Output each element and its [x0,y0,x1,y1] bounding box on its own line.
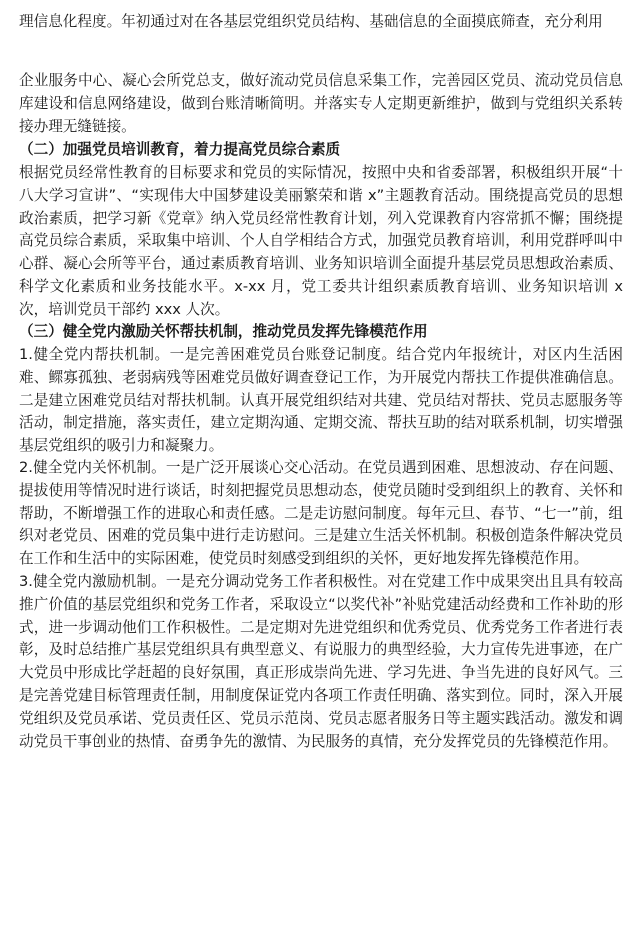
paragraph-care-mechanism: 2.健全党内关怀机制。一是广泛开展谈心交心活动。在党员遇到困难、思想波动、存在问题、提拔使用等情况时进行谈话，时刻把握党员思想动态，使党员随时受到组织上的教育、关怀和帮助，不断增强工作的进取心和责任感。二是走访慰问制度。每年元旦、春节、“七一”前，组织对老党员、困难的党员集中进行走访慰问。三是建立生活关怀机制。积极创造条件解决党员在工作和生活中的实际困难，使党员时刻感受到组织的关怀，更好地发挥先锋模范作用。 [19,459,623,568]
paragraph-incentive-mechanism: 3.健全党内激励机制。一是充分调动党务工作者积极性。对在党建工作中成果突出且具有较高推广价值的基层党组织和党务工作者，采取设立“以奖代补”补贴党建活动经费和工作补助的形式，进一步调动他们工作积极性。二是定期对先进党组织和优秀党员、优秀党务工作者进行表彰，及时总结推广基层党组织具有典型意义、有说服力的典型经验，大力宣传先进事迹，在广大党员中形成比学赶超的良好氛围，真正形成崇尚先进、学习先进、争当先进的良好风气。三是完善党建目标管理责任制，用制度保证党内各项工作责任明确、落实到位。同时，深入开展党组织及党员承诺、党员责任区、党员示范岗、党员志愿者服务日等主题实践活动。激发和调动党员干事创业的热情、奋勇争先的激情、为民服务的真情，充分发挥党员的先锋模范作用。 [19,573,623,750]
paragraph-info-management: 企业服务中心、凝心会所党总支，做好流动党员信息采集工作，完善园区党员、流动党员信息库建设和信息网络建设，做到台账清晰简明。并落实专人定期更新维护，做到与党组织关系转接办理无缝链接。 [19,72,623,135]
paragraph-fragment [19,0,623,34]
section-heading-incentive: （三）健全党内激励关怀帮扶机制，推动党员发挥先锋模范作用 [19,323,428,340]
section-heading-training: （二）加强党员培训教育，着力提高党员综合素质 [19,141,341,158]
top-cut-fragment [0,0,640,48]
paragraph-help-mechanism: 1.健全党内帮扶机制。一是完善困难党员台账登记制度。结合党内年报统计，对区内生活困难、鳏寡孤独、老弱病残等困难党员做好调查登记工作，为开展党内帮扶工作提供准确信息。二是建立困难党员结对帮扶机制。认真开展党组织结对共建、党员结对帮扶、党员志愿服务等活动，制定措施，落实责任，建立定期沟通、定期交流、帮扶互助的结对联系机制，切实增强基层党组织的吸引力和凝聚力。 [19,346,623,455]
fragment-line: 理信息化程度。年初通过对在各基层党组织党员结构、基础信息的全面摸底筛查，充分利用 [19,12,603,30]
paragraph-training: 根据党员经常性教育的目标要求和党员的实际情况，按照中央和省委部署，积极组织开展“十八大学习宣讲”、“实现伟大中国梦建设美丽繁荣和谐 x”主题教育活动。围绕提高党员的思想政治素质，把学习新《党章》纳入党员经常性教育计划，列入党课教育内容常抓不懈；围绕提高党员综合素质，采取集中培训、个人自学相结合方式，加强党员教育培训，利用党群呼叫中心群、凝心会所等平台，通过素质教育培训、业务知识培训全面提升基层党员思想政治素质、科学文化素质和业务技能水平。x-xx 月，党工委共计组织素质教育培训、业务知识培训 x 次，培训党员干部约 xxx 人次。 [19,164,623,318]
fragment-line-hidden [19,0,24,7]
